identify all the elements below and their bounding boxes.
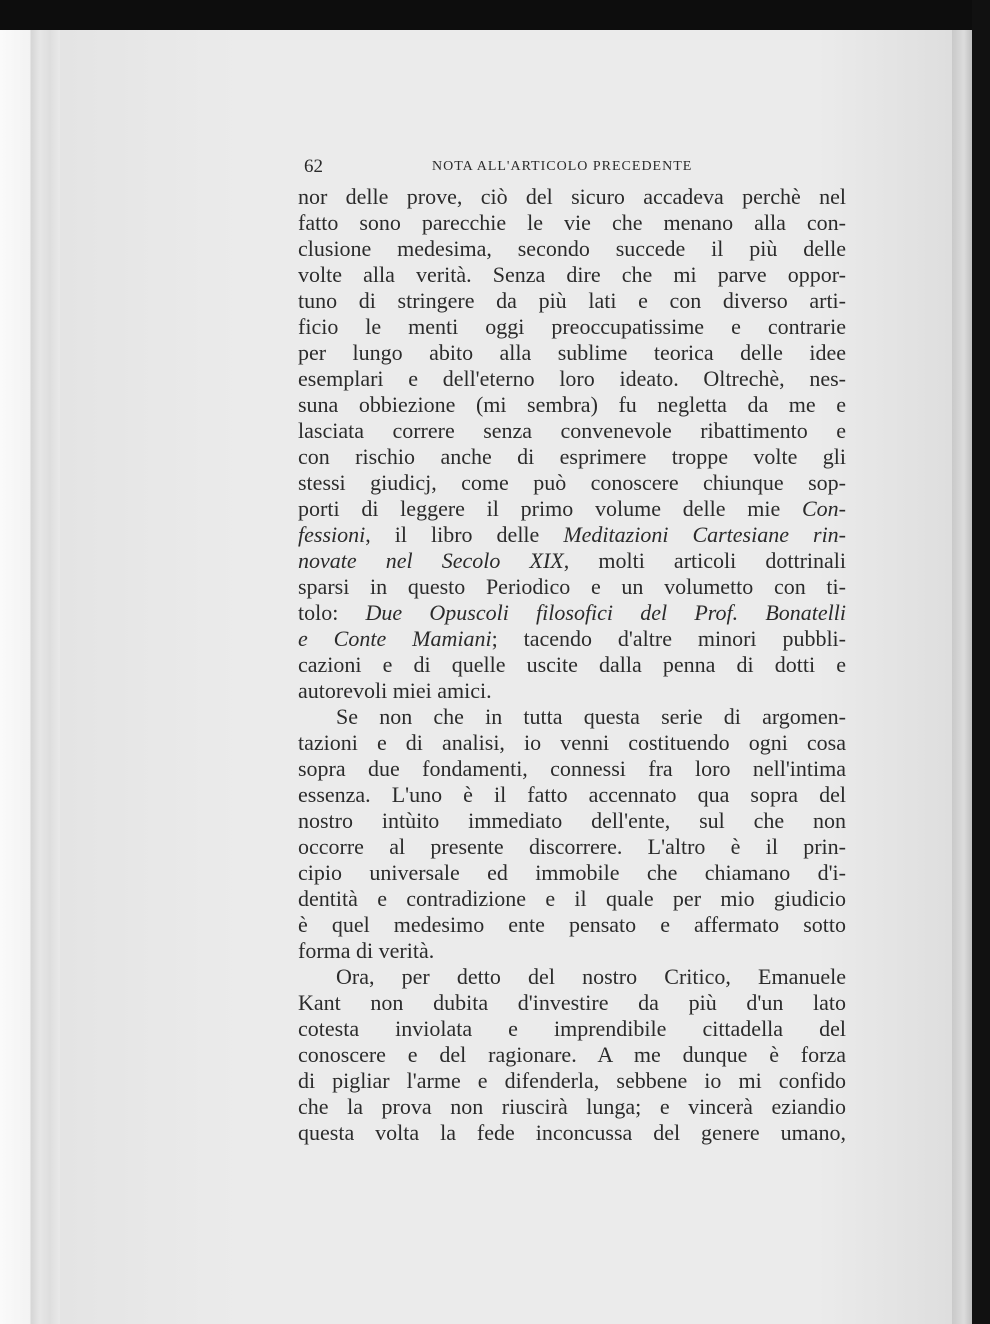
text-line: essenza. L'uno è il fatto accennato qua sopra del: [298, 782, 846, 807]
body-text: [298, 184, 846, 1146]
text-line: porti di leggere il primo volume delle mie Con-: [298, 496, 846, 521]
text-line: clusione medesima, secondo succede il più delle: [298, 236, 846, 261]
text-line: cazioni e di quelle uscite dalla penna di dotti e: [298, 652, 846, 677]
text-line: cotesta inviolata e imprendibile cittadella del: [298, 1016, 846, 1041]
text-line: e Conte Mamiani; tacendo d'altre minori pubbli-: [298, 626, 846, 651]
text-line: sparsi in questo Periodico e un volumetto con ti-: [298, 574, 846, 599]
book-right-edge: [952, 30, 972, 1324]
text-line: stessi giudicj, come può conoscere chiunque sop-: [298, 470, 846, 495]
text-line: fatto sono parecchie le vie che menano alla con-: [298, 210, 846, 235]
text-line: cipio universale ed immobile che chiamano d'i-: [298, 860, 846, 885]
page-number: 62: [304, 156, 323, 177]
text-line: Se non che in tutta questa serie di argomen-: [336, 704, 846, 729]
text-line: lasciata correre senza convenevole ribattimento e: [298, 418, 846, 443]
text-line: per lungo abito alla sublime teorica delle idee: [298, 340, 846, 365]
scan-top-border: [0, 0, 990, 30]
text-line: tuno di stringere da più lati e con diverso arti-: [298, 288, 846, 313]
text-line: che la prova non riuscirà lunga; e vincerà eziandio: [298, 1094, 846, 1119]
text-line: questa volta la fede inconcussa del genere umano,: [298, 1120, 846, 1145]
text-line: volte alla verità. Senza dire che mi parve oppor-: [298, 262, 846, 287]
text-line: è quel medesimo ente pensato e affermato sotto: [298, 912, 846, 937]
text-line: tolo: Due Opuscoli filosofici del Prof. Bonatelli: [298, 600, 846, 625]
text-line: dentità e contradizione e il quale per mio giudicio: [298, 886, 846, 911]
text-line: tazioni e di analisi, io venni costituendo ogni cosa: [298, 730, 846, 755]
text-line: ficio le menti oggi preoccupatissime e contrarie: [298, 314, 846, 339]
text-line: sopra due fondamenti, connessi fra loro nell'intima: [298, 756, 846, 781]
running-head: NOTA ALL'ARTICOLO PRECEDENTE: [432, 159, 693, 174]
page-header: [304, 156, 844, 180]
text-line: nor delle prove, ciò del sicuro accadeva perchè nel: [298, 184, 846, 209]
scan-right-border: [972, 0, 990, 1324]
text-line: Ora, per detto del nostro Critico, Emanuele: [336, 964, 846, 989]
text-line: suna obbiezione (mi sembra) fu negletta da me e: [298, 392, 846, 417]
text-line: autorevoli miei amici.: [298, 678, 492, 703]
text-line: forma di verità.: [298, 938, 435, 963]
text-line: con rischio anche di esprimere troppe volte gli: [298, 444, 846, 469]
text-line: conoscere e del ragionare. A me dunque è forza: [298, 1042, 846, 1067]
text-line: di pigliar l'arme e difenderla, sebbene io mi confido: [298, 1068, 846, 1093]
text-line: Kant non dubita d'investire da più d'un lato: [298, 990, 846, 1015]
text-line: fessioni, il libro delle Meditazioni Cartesiane rin-: [298, 522, 847, 547]
text-line: nostro intùito immediato dell'ente, sul che non: [298, 808, 846, 833]
text-line: esemplari e dell'eterno loro ideato. Oltrechè, nes-: [298, 366, 846, 391]
text-line: occorre al presente discorrere. L'altro è il prin-: [298, 834, 846, 859]
book-left-edge: [0, 30, 60, 1324]
text-line: novate nel Secolo XIX, molti articoli dottrinali: [298, 548, 847, 573]
